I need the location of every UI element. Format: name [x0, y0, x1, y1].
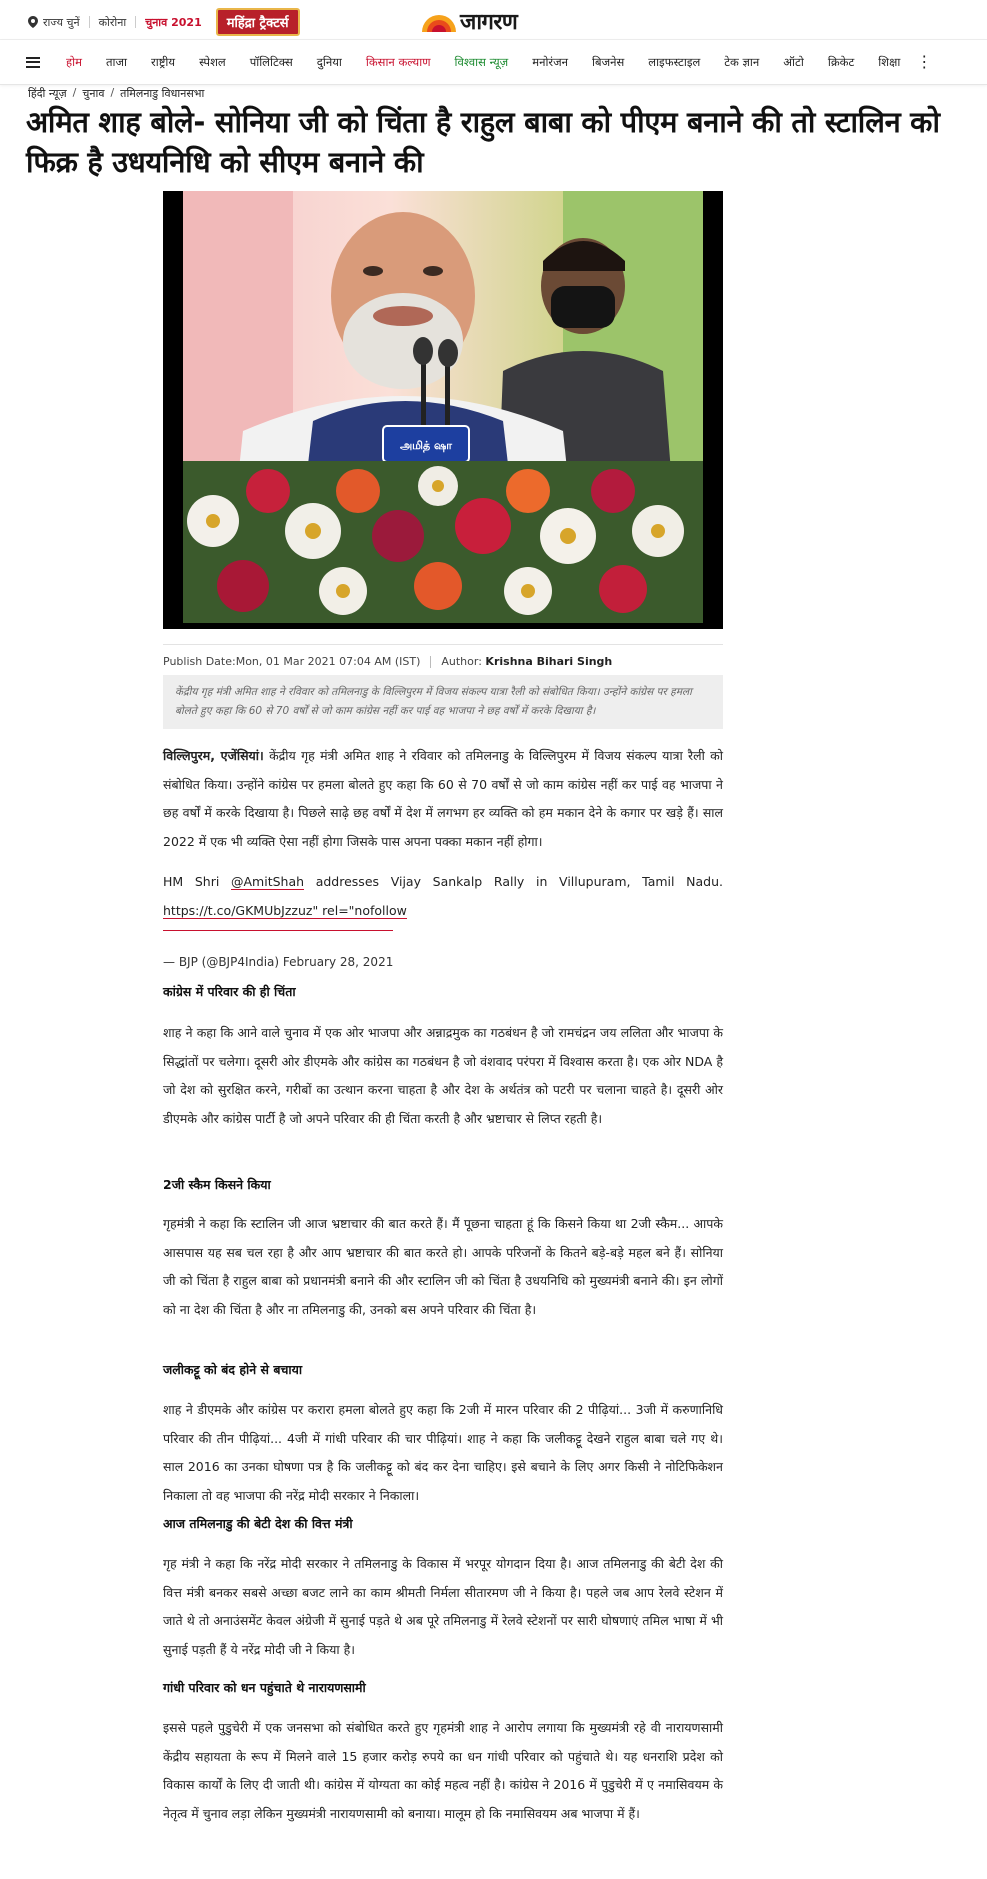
divider	[430, 656, 431, 668]
corona-link[interactable]: कोरोना	[98, 15, 127, 29]
nav-item-farmer-welfare[interactable]: किसान कल्याण	[365, 54, 431, 69]
nav-item-vishvas-news[interactable]: विश्वास न्यूज़	[454, 54, 509, 69]
paragraph-5: गृह मंत्री ने कहा कि नरेंद्र मोदी सरकार ने तमिलनाडु के विकास में भरपूर योगदान दिया है। आज तमिलनाडु की बेटी देश की वित्त मंत्री बनकर सबसे अच्छा बजट लाने का काम श्रीमती निर्मला सीतारमण जी ने किया है। पहले जब आप रेलवे स्टेशन में जाते थे तो अनाउंसमेंट केवल अंग्रेजी में सुनाई पड़ते थे अब पूरे तमिलनाडु में रेलवे स्टेशनों पर सारी घोषणाएं तमिल भाषा में भी सुनाई पड़ती हैं ये नरेंद्र मोदी जी ने किया है।	[163, 1556, 723, 1657]
embedded-tweet	[163, 867, 723, 925]
rally-photo	[183, 191, 703, 623]
location-pin-icon	[28, 16, 38, 28]
nav-list	[54, 55, 912, 70]
paragraph-text: केंद्रीय गृह मंत्री अमित शाह ने रविवार को तमिलनाडु के विल्लिपुरम में विजय संकल्प यात्रा रैली को संबोधित किया। उन्होंने कांग्रेस पर हमला बोलते हुए कहा कि 60 से 70 वर्षों से जो काम कांग्रेस नहीं कर पाई वह भाजपा ने छह वर्षों में करके दिखाया है। पिछले साढ़े छह वर्षों में देश में लगभग हर व्यक्ति को हम मकान देने के कगार पर खड़े हैं। साल 2022 में एक भी व्यक्ति ऐसा नहीं होगा जिसके पास अपना पक्का मकान नहीं होगा।	[163, 748, 724, 849]
nav-item-lifestyle[interactable]: लाइफस्टाइल	[648, 54, 701, 69]
article-summary: केंद्रीय गृह मंत्री अमित शाह ने रविवार को तमिलनाडु के विल्लिपुरम में विजय संकल्प यात्रा रैली को संबोधित किया। उन्होंने कांग्रेस पर हमला बोलते हुए कहा कि 60 से 70 वर्षों से जो काम कांग्रेस नहीं कर पाई वह भाजपा ने छह वर्षों में करके दिखाया है।	[163, 675, 723, 729]
section-heading: जलीकट्टू को बंद होने से बचाया	[163, 1362, 303, 1377]
paragraph-1	[163, 742, 723, 856]
divider	[135, 16, 136, 28]
breadcrumb-separator: /	[72, 86, 77, 99]
page-title: अमित शाह बोले- सोनिया जी को चिंता है राहुल बाबा को पीएम बनाने की तो स्टालिन को फिक्र है उधयनिधि को सीएम बनाने की	[26, 105, 940, 179]
nav-item-politics[interactable]: पॉलिटिक्स	[249, 54, 293, 69]
nav-item-national[interactable]: राष्ट्रीय	[151, 54, 176, 69]
nav-item-special[interactable]: स्पेशल	[199, 54, 226, 69]
tweet-divider	[163, 930, 393, 931]
section-heading: कांग्रेस में परिवार की ही चिंता	[163, 984, 296, 999]
breadcrumb-hindi-news[interactable]: हिंदी न्यूज़	[28, 87, 67, 100]
section-heading: आज तमिलनाडु की बेटी देश की वित्त मंत्री	[163, 1516, 353, 1531]
logo-text: जागरण	[460, 9, 518, 35]
sponsor-banner[interactable]: महिंद्रा ट्रैक्टर्स	[216, 8, 300, 36]
nav-item-cricket[interactable]: क्रिकेट	[827, 54, 855, 69]
state-select-link[interactable]: राज्य चुनें	[43, 15, 80, 29]
dateline: विल्लिपुरम, एजेंसियां।	[163, 748, 264, 763]
section-heading: 2जी स्कैम किसने किया	[163, 1177, 271, 1192]
more-vertical-icon[interactable]: ⋮	[916, 52, 933, 71]
election-link[interactable]: चुनाव 2021	[145, 15, 202, 29]
tweet-citation: — BJP (@BJP4India) February 28, 2021	[163, 955, 394, 969]
nav-item-tech[interactable]: टेक ज्ञान	[724, 54, 760, 69]
nav-item-entertainment[interactable]: मनोरंजन	[532, 54, 569, 69]
tweet-url-link[interactable]: https://t.co/GKMUbJzzuz" rel="nofollow	[163, 903, 407, 918]
author-name[interactable]: Krishna Bihari Singh	[485, 655, 613, 668]
breadcrumb-tamilnadu[interactable]: तमिलनाडु विधानसभा	[120, 87, 205, 100]
divider	[89, 16, 90, 28]
sun-logo-icon	[420, 10, 458, 32]
paragraph-4: शाह ने डीएमके और कांग्रेस पर करारा हमला बोलते हुए कहा कि 2जी में मारन परिवार की 2 पीढ़ियां... 3जी में करुणानिधि परिवार की तीन पीढ़ियां... 4जी में गांधी परिवार की चार पीढ़ियां। शाह ने कहा कि जलीकट्टू देखने राहुल बाबा चले गए थे। साल 2016 का उनका घोषणा पत्र है कि जलीकट्टू को बंद कर देना चाहिए। इसे बचाने के लिए अगर किसी ने नोटिफिकेशन निकाला तो वह भाजपा की नरेंद्र मोदी सरकार ने निकाला।	[163, 1402, 723, 1503]
section-heading: गांधी परिवार को धन पहुंचाते थे नारायणसामी	[163, 1680, 366, 1695]
tweet-text-pre: HM Shri	[163, 874, 231, 889]
podium-sign-text: அமித் ஷா	[399, 439, 453, 452]
nav-item-education[interactable]: शिक्षा	[878, 54, 901, 69]
paragraph-6: इससे पहले पुडुचेरी में एक जनसभा को संबोधित करते हुए गृहमंत्री शाह ने आरोप लगाया कि मुख्यमंत्री रहे वी नारायणसामी केंद्रीय सहायता के रूप में मिलने वाले 15 हजार करोड़ रुपये का धन गांधी परिवार को पहुंचाते थे। यह धनराशि प्रदेश को विकास कार्यों के लिए दी जाती थी। कांग्रेस में योग्यता का कोई महत्व नहीं है। कांग्रेस ने 2016 में पुडुचेरी में ए नमासिवयम के नेतृत्व में चुनाव लड़ा लेकिन मुख्यमंत्री नारायणसामी को बनाया। मालूम हो कि नमासिवयम अब भाजपा में हैं।	[163, 1720, 723, 1821]
breadcrumb	[28, 86, 204, 101]
tweet-text-mid: addresses Vijay Sankalp Rally in Villupuram, Tamil Nadu.	[304, 874, 724, 889]
article-meta	[163, 644, 723, 668]
main-nav	[0, 40, 987, 85]
hamburger-menu-icon[interactable]	[26, 57, 40, 68]
top-bar	[0, 0, 987, 40]
hero-image	[163, 191, 723, 629]
nav-item-auto[interactable]: ऑटो	[783, 54, 804, 69]
top-links	[28, 8, 300, 36]
nav-item-business[interactable]: बिजनेस	[592, 54, 625, 69]
author-label: Author:	[441, 655, 482, 668]
breadcrumb-election[interactable]: चुनाव	[82, 87, 105, 100]
nav-item-home[interactable]: होम	[66, 54, 82, 69]
breadcrumb-separator: /	[110, 86, 115, 99]
publish-date: Publish Date:Mon, 01 Mar 2021 07:04 AM (IST)	[163, 655, 421, 668]
nav-item-latest[interactable]: ताजा	[105, 54, 128, 69]
tweet-mention-link[interactable]: @AmitShah	[231, 874, 305, 889]
nav-item-world[interactable]: दुनिया	[316, 54, 342, 69]
paragraph-3: गृहमंत्री ने कहा कि स्टालिन जी आज भ्रष्टाचार की बात करते हैं। मैं पूछना चाहता हूं कि किसने किया था 2जी स्कैम... आपके आसपास यह सब चल रहा है और आप भ्रष्टाचार की बात करते हो। आपके परिजनों के कितने बड़े-बड़े महल बने हैं। सोनिया जी को चिंता है राहुल बाबा को प्रधानमंत्री बनाने की और स्टालिन जी को चिंता है उधयनिधि को मुख्यमंत्री बनाने की। इन लोगों को ना देश की चिंता है और ना तमिलनाडु की, उनको बस अपने परिवार की चिंता है।	[163, 1216, 723, 1317]
site-logo[interactable]	[420, 6, 517, 36]
paragraph-2: शाह ने कहा कि आने वाले चुनाव में एक ओर भाजपा और अन्नाद्रमुक का गठबंधन है जो रामचंद्रन जय ललिता और भाजपा के सिद्धांतों पर चलेगा। दूसरी ओर डीएमके और कांग्रेस का गठबंधन है जो वंशवाद परंपरा में विश्वास करता है। एक ओर NDA है जो देश को सुरक्षित करने, गरीबों का उत्थान करना चाहता है और देश के अर्थतंत्र को पटरी पर चलाना चाहते है। दूसरी ओर डीएमके और कांग्रेस पार्टी है जो अपने परिवार की ही चिंता करती है और भ्रष्टाचार से लिप्त रहती है।	[163, 1025, 723, 1126]
